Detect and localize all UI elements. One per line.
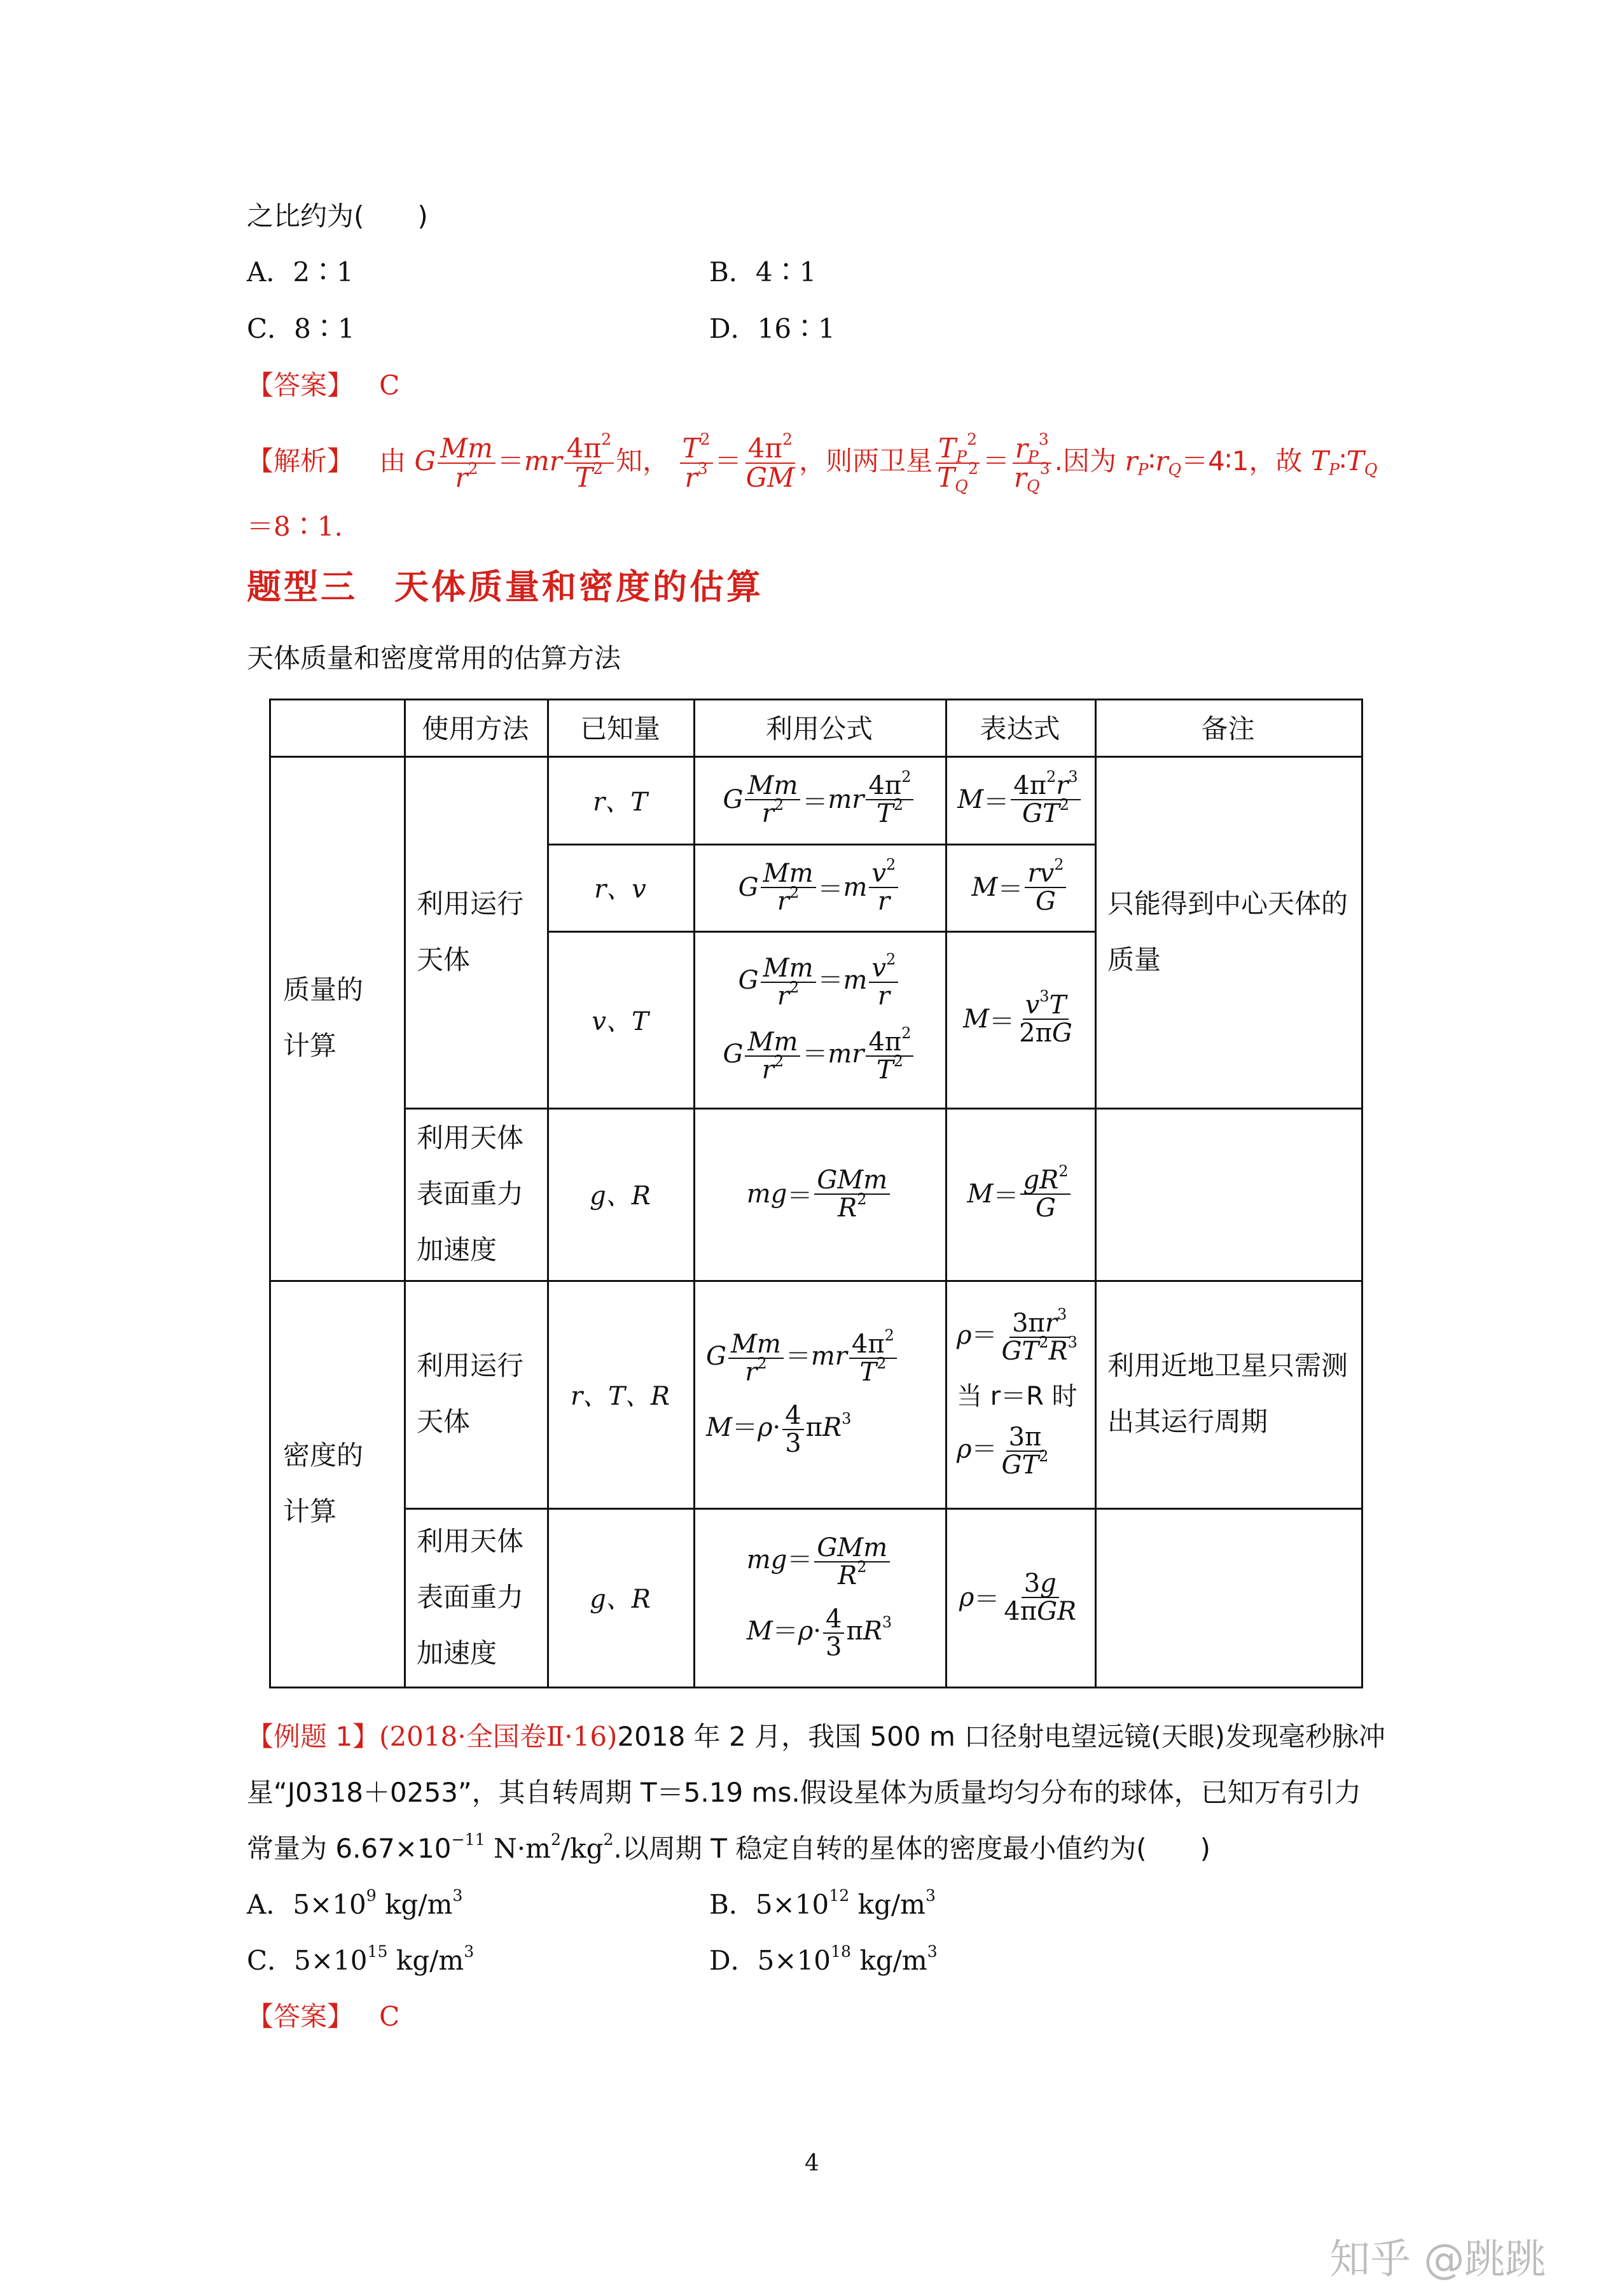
header-expression: 表达式 (980, 713, 1060, 744)
expression-rv: M ＝ $\frac{rv^2}{G}$ (945, 844, 1095, 931)
example-option-a: A．$5\times 10^9$ $kg/m^3$ (247, 1886, 463, 1920)
note-mass: 只能得到中心天体的质量 (1107, 887, 1348, 975)
note-density: 利用近地卫星只需测出其运行周期 (1107, 1350, 1348, 1437)
known-v-T: v、T (592, 1006, 649, 1036)
known-g-R-density: g、R (590, 1585, 651, 1614)
example-label: 【例题 1】 (247, 1721, 380, 1752)
option-d: D．16∶1 (709, 313, 835, 344)
analysis-line: 【解析】 由 G $\frac{Mm}{r^2}$ ＝mr $\frac{4\pi^2}{T^2}$ 知， $\frac{T^2}{r^3}$ ＝ $\frac{4\pi^2}{GM}$ ，则两卫星 $\frac{T_P^2}{T_Q^2}$ ＝ $\frac{r_P^3}{r_Q^3}$ .因为 $r_P∶r_Q=4∶1$，故 $T_P∶T_Q$ (247, 429, 1378, 496)
header-note: 备注 (1201, 713, 1255, 744)
known-r-v: r、v (594, 875, 646, 904)
answer-label: 【答案】 (247, 370, 354, 401)
known-r-T: r、T (593, 787, 648, 817)
analysis-end: ＝8∶1. (247, 511, 343, 542)
formula-density-orbit: G $\frac{Mm}{r^2}$ ＝mr $\frac{4\pi^2}{T^2}$ M＝ρ· $\frac{4}{3}$ $\pi R^3$ (693, 1280, 945, 1508)
estimation-table (269, 699, 1363, 1688)
expression-density-orbit: ρ＝ $\frac{3\pi r^3}{GT^2R^3}$ 当 r＝R 时 ρ＝ $\frac{3\pi}{GT^2}$ (957, 1305, 1078, 1480)
option-a: A．2∶1 (247, 256, 354, 288)
analysis-label: 【解析】 (247, 445, 354, 477)
formula-rv: G $\frac{Mm}{r^2}$ ＝ m $\frac{v^2}{r}$ (693, 844, 945, 931)
table-intro: 天体质量和密度常用的估算方法 (247, 643, 621, 674)
category-mass: 质量的计算 (283, 974, 364, 1061)
formula-vT: G $\frac{Mm}{r^2}$ ＝m $\frac{v^2}{r}$ G $\frac{Mm}{r^2}$ ＝mr $\frac{4\pi^2}{T^2}$ (693, 931, 945, 1108)
header-formula: 利用公式 (765, 713, 873, 744)
category-density: 密度的计算 (283, 1439, 364, 1527)
question-tail: 之比约为( ) (247, 200, 428, 232)
example-line-1: 【例题 1】(2018·全国卷Ⅱ·16)2018 年 2 月，我国 500 m 口径射电望远镜(天眼)发现毫秒脉冲 (247, 1721, 1386, 1752)
expression-vT: M ＝ $\frac{v^3T}{2\pi G}$ (963, 987, 1072, 1048)
method-surface-density: 利用天体表面重力加速度 (417, 1525, 524, 1669)
header-method: 使用方法 (422, 713, 529, 744)
example-answer: 【答案】 C (247, 2001, 400, 2032)
answer-value: C (379, 370, 400, 401)
header-known: 已知量 (579, 713, 660, 744)
section-title: 题型三 天体质量和密度的估算 (247, 567, 763, 607)
formula-gR: mg ＝ $\frac{\text{GMm}}{R^2}$ (693, 1108, 945, 1280)
answer-line (247, 366, 399, 405)
expression-rT: M ＝ $\frac{4\pi^2r^3}{GT^2}$ (945, 756, 1095, 844)
expression-gR: M ＝ $\frac{gR^2}{G}$ (945, 1108, 1095, 1280)
known-r-T-R: r、T、R (571, 1381, 670, 1411)
example-line-3: 常量为 $6.67\times 10^{-11}$ $N\cdot m^2/kg^2$.以周期 T 稳定自转的星体的密度最小值约为( ) (247, 1830, 1210, 1864)
example-option-d: D．$5\times 10^{18}$ $kg/m^3$ (709, 1942, 938, 1976)
method-orbit-mass: 利用运行天体 (417, 887, 524, 975)
option-c: C．8∶1 (247, 313, 355, 344)
example-option-c: C．$5\times 10^{15}$ $kg/m^3$ (247, 1942, 475, 1976)
example-source: (2018·全国卷Ⅱ·16) (379, 1721, 618, 1752)
formula-density-surface: mg＝ $\frac{\text{GMm}}{R^2}$ M＝ρ· $\frac{4}{3}$ $\pi R^3$ (746, 1533, 892, 1662)
example-option-b: B．$5\times 10^{12}$ $kg/m^3$ (709, 1886, 936, 1920)
method-surface-mass: 利用天体表面重力加速度 (417, 1122, 524, 1265)
watermark: 知乎 @跳跳 (1329, 2236, 1546, 2283)
known-g-R: g、R (590, 1181, 651, 1211)
option-b: B．4∶1 (709, 256, 817, 288)
page-number: 4 (805, 2150, 819, 2176)
method-orbit-density: 利用运行天体 (417, 1350, 524, 1437)
expression-density-surface: ρ ＝ $\frac{3g}{\text{4πGR}}$ (959, 1568, 1077, 1626)
example-line-2: 星“J0318＋0253”，其自转周期 T＝5.19 ms.假设星体为质量均匀分布的球体，已知万有引力 (247, 1777, 1361, 1808)
formula-rT: G $\frac{Mm}{r^2}$ ＝ mr $\frac{4\pi^2}{T^2}$ (693, 756, 945, 844)
